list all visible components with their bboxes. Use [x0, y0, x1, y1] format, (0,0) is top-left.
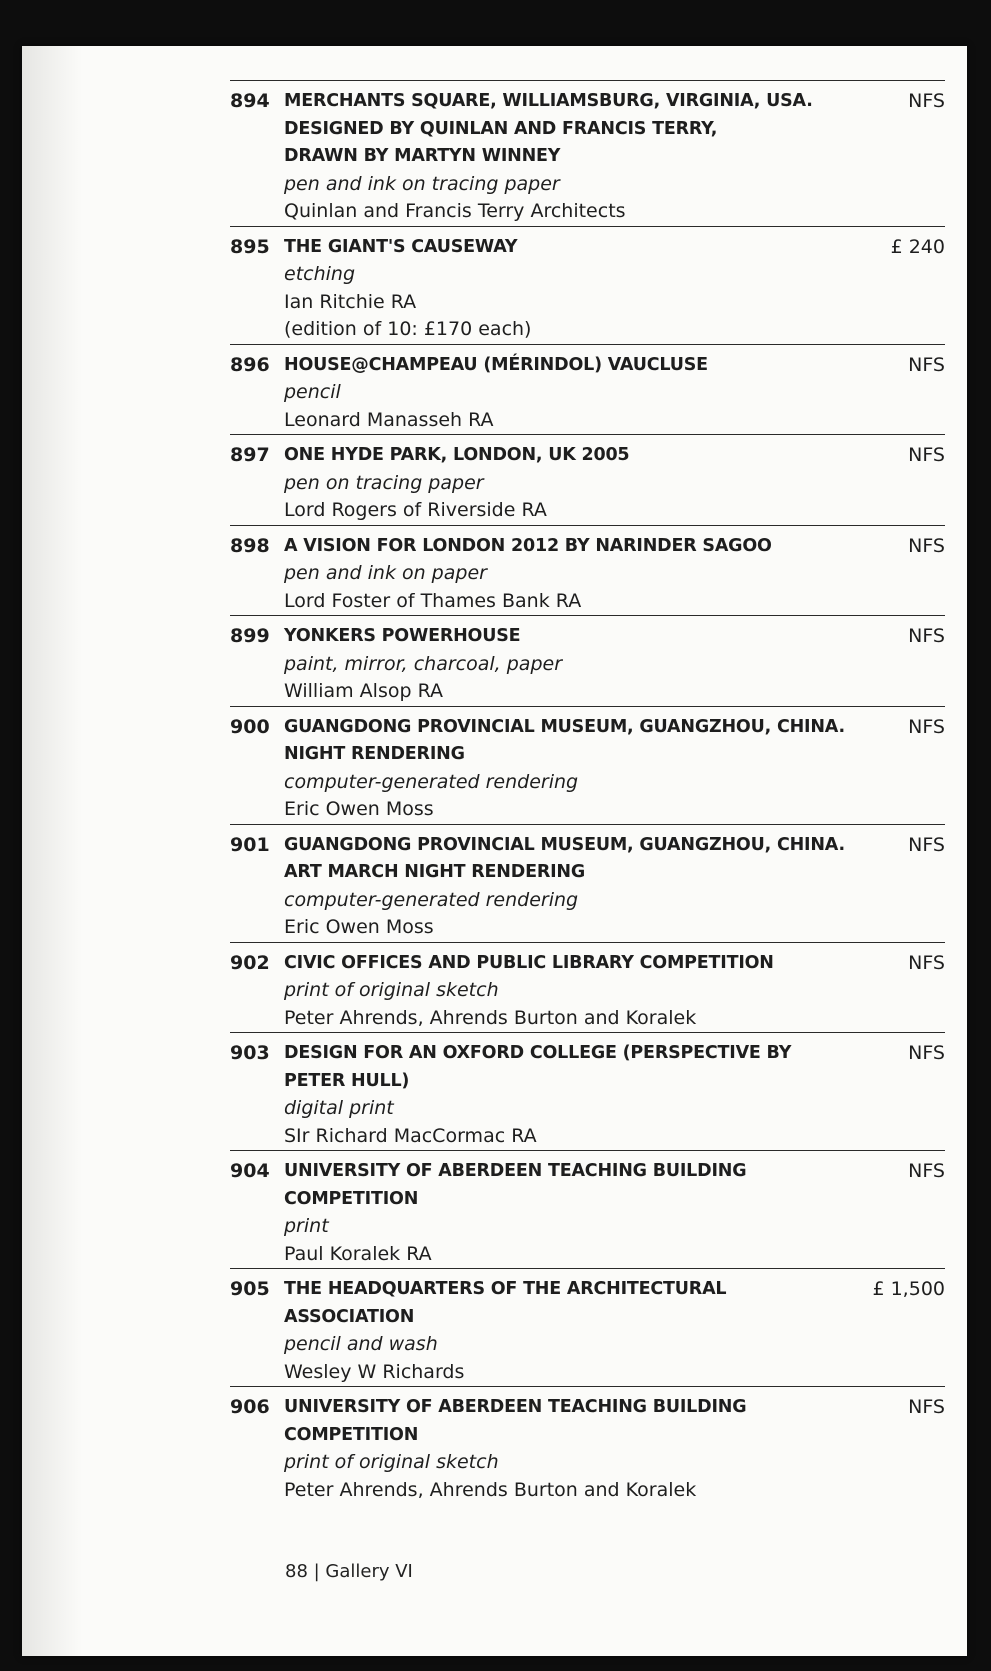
entry-title: GUANGDONG PROVINCIAL MUSEUM, GUANGZHOU, CHINA. ART MARCH NIGHT RENDERING [284, 834, 845, 882]
entry-number: 901 [230, 833, 270, 856]
entry-details [284, 442, 855, 525]
entry-artist: Peter Ahrends, Ahrends Burton and Koralek [284, 1478, 697, 1501]
entry-number: 895 [230, 235, 270, 258]
entry-medium: digital print [284, 1097, 394, 1119]
entry-artist: Ian Ritchie RA [284, 290, 417, 313]
entry-title: HOUSE@CHAMPEAU (MÉRINDOL) VAUCLUSE [284, 354, 708, 375]
entry-number: 906 [230, 1396, 270, 1418]
entry-price: NFS [908, 534, 945, 557]
entry-title: THE HEADQUARTERS OF THE ARCHITECTURAL ASSOCIATION [284, 1279, 727, 1327]
entry-medium: pen and ink on tracing paper [284, 172, 560, 195]
entry-number: 905 [230, 1278, 270, 1300]
catalogue-entry-901 [230, 824, 945, 942]
catalogue-entry-900 [230, 706, 945, 824]
catalogue-entry-904 [230, 1150, 945, 1268]
entry-details [284, 832, 855, 942]
catalogue-entry-896 [230, 344, 945, 435]
catalogue-entry-895 [230, 226, 945, 344]
entry-artist: Eric Owen Moss [284, 916, 434, 938]
entry-title: A VISION FOR LONDON 2012 BY NARINDER SAGOO [284, 535, 772, 556]
entry-medium: pencil [284, 381, 341, 403]
entry-price: NFS [908, 444, 945, 466]
entry-title: THE GIANT'S CAUSEWAY [284, 236, 518, 257]
page-edge-shadow [22, 46, 82, 1656]
entry-title: UNIVERSITY OF ABERDEEN TEACHING BUILDING COMPETITION [284, 1397, 747, 1445]
catalogue-entry-899 [230, 615, 945, 706]
entry-details [284, 1394, 855, 1504]
catalogue-list [230, 80, 945, 1504]
entry-artist: Leonard Manasseh RA [284, 408, 494, 431]
entry-number: 896 [230, 353, 270, 376]
entry-details [284, 1158, 855, 1268]
entry-medium: print of original sketch [284, 1451, 499, 1473]
entry-medium: pen on tracing paper [284, 471, 484, 494]
entry-medium: pen and ink on paper [284, 562, 487, 584]
entry-price: NFS [908, 1042, 945, 1064]
entry-details [284, 533, 855, 616]
entry-artist: Lord Rogers of Riverside RA [284, 499, 547, 521]
entry-number: 900 [230, 715, 270, 738]
entry-price: £ 1,500 [872, 1278, 945, 1300]
catalogue-entry-903 [230, 1032, 945, 1150]
entry-medium: etching [284, 263, 356, 285]
entry-medium: computer-generated rendering [284, 888, 579, 911]
entry-details [284, 714, 855, 824]
entry-price: NFS [908, 353, 945, 376]
entry-title: DESIGN FOR AN OXFORD COLLEGE (PERSPECTIVE BY PETER HULL) [284, 1043, 792, 1091]
entry-number: 904 [230, 1160, 270, 1182]
entry-price: NFS [908, 1160, 945, 1182]
entry-number: 898 [230, 534, 270, 557]
entry-title: ONE HYDE PARK, LONDON, UK 2005 [284, 445, 630, 465]
entry-edition-note: (edition of 10: £170 each) [284, 318, 532, 340]
entry-number: 899 [230, 625, 270, 647]
entry-details [284, 1276, 855, 1386]
catalogue-entry-902 [230, 942, 945, 1033]
entry-artist: William Alsop RA [284, 680, 444, 702]
entry-details [284, 352, 855, 435]
entry-title: GUANGDONG PROVINCIAL MUSEUM, GUANGZHOU, CHINA. NIGHT RENDERING [284, 716, 845, 764]
page-footer: 88 | Gallery VI [285, 1561, 413, 1582]
entry-price: NFS [908, 1396, 945, 1418]
catalogue-entry-906 [230, 1386, 945, 1504]
catalogue-entry-894 [230, 80, 945, 226]
entry-details [284, 88, 855, 226]
entry-number: 897 [230, 444, 270, 466]
entry-number: 902 [230, 951, 270, 974]
entry-details [284, 234, 855, 344]
entry-artist: Paul Koralek RA [284, 1242, 432, 1265]
entry-artist: Lord Foster of Thames Bank RA [284, 589, 582, 612]
entry-price: NFS [908, 833, 945, 856]
entry-details [284, 950, 855, 1033]
catalogue-entry-905 [230, 1268, 945, 1386]
entry-price: NFS [908, 951, 945, 974]
entry-price: NFS [908, 90, 945, 112]
entry-details [284, 623, 855, 706]
entry-artist: Quinlan and Francis Terry Architects [284, 200, 626, 222]
entry-price: £ 240 [890, 235, 945, 258]
entry-title: MERCHANTS SQUARE, WILLIAMSBURG, VIRGINIA, USA. DESIGNED BY QUINLAN AND FRANCIS TERRY, DRAWN BY MARTYN WINNEY [284, 91, 813, 166]
entry-medium: print of original sketch [284, 979, 499, 1001]
entry-price: NFS [908, 715, 945, 738]
entry-details [284, 1040, 855, 1150]
entry-title: CIVIC OFFICES AND PUBLIC LIBRARY COMPETITION [284, 952, 774, 973]
entry-artist: Wesley W Richards [284, 1360, 465, 1383]
entry-medium: print [284, 1215, 329, 1237]
entry-medium: computer-generated rendering [284, 770, 579, 793]
entry-artist: Peter Ahrends, Ahrends Burton and Koralek [284, 1006, 697, 1029]
entry-title: YONKERS POWERHOUSE [284, 626, 521, 646]
entry-number: 894 [230, 90, 270, 112]
catalogue-entry-897 [230, 434, 945, 525]
entry-artist: SIr Richard MacCormac RA [284, 1124, 537, 1147]
entry-title: UNIVERSITY OF ABERDEEN TEACHING BUILDING COMPETITION [284, 1161, 747, 1209]
catalogue-entry-898 [230, 525, 945, 616]
entry-number: 903 [230, 1042, 270, 1064]
entry-artist: Eric Owen Moss [284, 798, 434, 820]
entry-medium: pencil and wash [284, 1333, 438, 1355]
entry-medium: paint, mirror, charcoal, paper [284, 652, 563, 675]
entry-price: NFS [908, 625, 945, 647]
